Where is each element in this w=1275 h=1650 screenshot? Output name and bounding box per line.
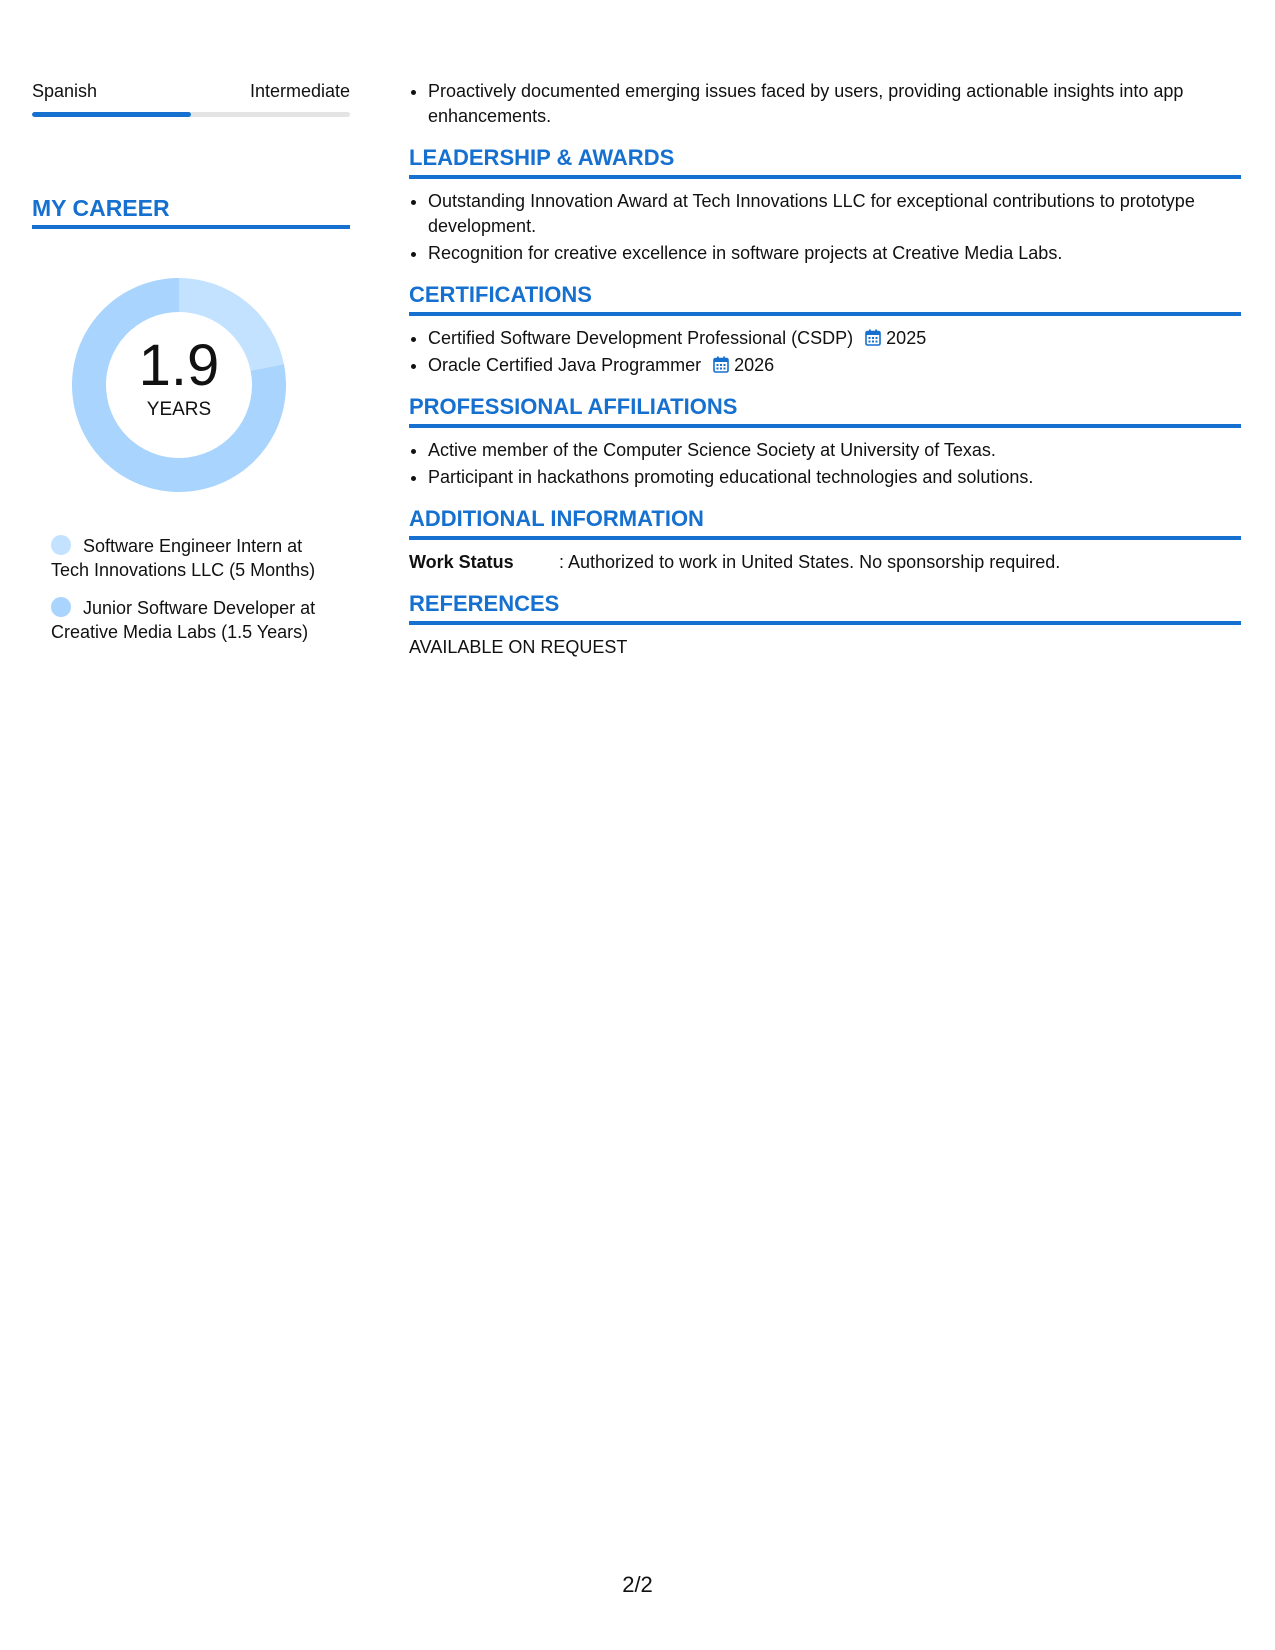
references-heading: REFERENCES <box>409 591 560 616</box>
certifications-rule <box>409 312 1241 316</box>
list-item: • Recognition for creative excellence in software projects at Creative Media Labs. <box>428 241 1241 266</box>
work-status-label: Work Status <box>409 552 514 572</box>
references-rule <box>409 621 1241 625</box>
additional-info-rule <box>409 536 1241 540</box>
leadership-heading: LEADERSHIP & AWARDS <box>409 145 675 170</box>
language-name: Spanish <box>32 81 98 101</box>
calendar-icon <box>865 329 881 346</box>
legend-label: Software Engineer Intern at Tech Innovations LLC (5 Months) <box>51 536 316 580</box>
references-text: AVAILABLE ON REQUEST <box>409 637 628 657</box>
certifications-list <box>409 326 1241 378</box>
certifications-heading: CERTIFICATIONS <box>409 282 592 307</box>
left-column <box>32 80 350 658</box>
list-item <box>428 326 1241 351</box>
work-status-value: : Authorized to work in United States. No sponsorship required. <box>559 552 1061 572</box>
calendar-icon <box>713 356 729 373</box>
legend-item <box>51 596 332 644</box>
language-row <box>32 80 350 102</box>
career-total-value: 1.9 <box>138 333 220 398</box>
career-legend <box>32 534 332 644</box>
affiliations-heading: PROFESSIONAL AFFILIATIONS <box>409 394 738 419</box>
donut-center <box>66 272 292 498</box>
language-level: Intermediate <box>249 81 350 101</box>
career-heading-rule <box>32 225 350 229</box>
certification-year: 2025 <box>886 328 927 348</box>
list-item <box>428 353 1241 378</box>
affiliations-bullets <box>409 438 1241 490</box>
legend-item <box>51 534 332 582</box>
work-status-row <box>409 550 1241 575</box>
career-total-unit: YEARS <box>146 399 212 420</box>
career-donut-chart <box>66 272 292 498</box>
page-number: 2/2 <box>622 1572 653 1597</box>
language-proficiency-fill <box>32 112 191 117</box>
list-item: • Active member of the Computer Science Society at University of Texas. <box>428 438 1241 463</box>
language-proficiency-bar <box>32 112 350 117</box>
experience-bullets <box>409 79 1241 129</box>
leadership-bullets <box>409 189 1241 266</box>
career-heading: MY CAREER <box>32 195 170 221</box>
additional-info-heading: ADDITIONAL INFORMATION <box>409 506 704 531</box>
list-item: • Participant in hackathons promoting educational technologies and solutions. <box>428 465 1241 490</box>
list-item: • Outstanding Innovation Award at Tech Innovations LLC for exceptional contributions to prototype development. <box>428 189 1241 239</box>
legend-dot-icon <box>51 535 71 555</box>
legend-dot-icon <box>51 597 71 617</box>
affiliations-rule <box>409 424 1241 428</box>
certification-name: Oracle Certified Java Programmer <box>428 355 702 375</box>
certification-year: 2026 <box>734 355 775 375</box>
certification-name: Certified Software Development Professional (CSDP) <box>428 328 854 348</box>
legend-label: Junior Software Developer at Creative Media Labs (1.5 Years) <box>51 598 316 642</box>
leadership-rule <box>409 175 1241 179</box>
list-item: • Proactively documented emerging issues faced by users, providing actionable insights into app enhancements. <box>428 79 1241 129</box>
right-column <box>409 79 1241 660</box>
